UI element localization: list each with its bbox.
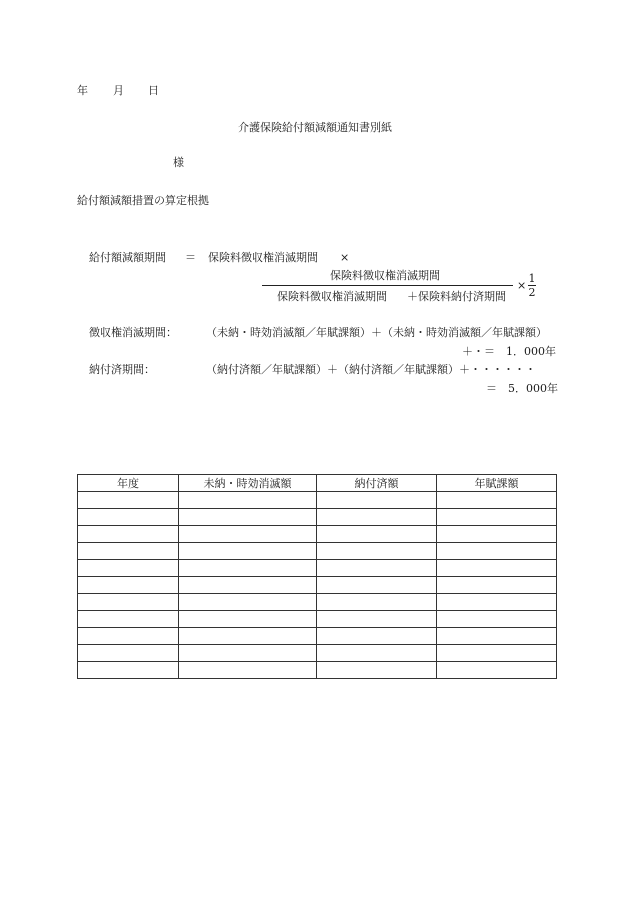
table-row bbox=[78, 543, 557, 560]
table-cell bbox=[179, 543, 317, 560]
table-cell bbox=[179, 526, 317, 543]
table-header-row bbox=[78, 475, 557, 492]
table-cell bbox=[437, 628, 557, 645]
table-cell bbox=[317, 662, 437, 679]
table-cell bbox=[78, 594, 179, 611]
formula-times-half: × bbox=[517, 279, 527, 292]
date-year: 年 bbox=[77, 84, 88, 97]
table-row bbox=[78, 492, 557, 509]
header-unpaid-amount: 未納・時効消滅額 bbox=[179, 475, 317, 492]
table-cell bbox=[179, 509, 317, 526]
formula-term: 保険料徴収権消滅期間 bbox=[208, 251, 318, 264]
table-row bbox=[78, 509, 557, 526]
fraction-bar bbox=[262, 285, 513, 286]
table-cell bbox=[437, 560, 557, 577]
table-cell bbox=[78, 509, 179, 526]
amount-table bbox=[77, 474, 557, 679]
paid-result: ＝ 5．000年 bbox=[486, 382, 558, 395]
table-cell bbox=[317, 611, 437, 628]
section-heading: 給付額減額措置の算定根拠 bbox=[77, 194, 209, 207]
table-row bbox=[78, 662, 557, 679]
header-annual-levy: 年賦課額 bbox=[437, 475, 557, 492]
table-cell bbox=[179, 492, 317, 509]
table-cell bbox=[78, 526, 179, 543]
table-cell bbox=[437, 594, 557, 611]
table-cell bbox=[317, 560, 437, 577]
table-body bbox=[78, 492, 557, 679]
formula-numerator: 保険料徴収権消滅期間 bbox=[330, 269, 440, 282]
table-cell bbox=[78, 645, 179, 662]
table-row bbox=[78, 628, 557, 645]
table-row bbox=[78, 611, 557, 628]
formula-times: × bbox=[340, 251, 350, 264]
table-cell bbox=[437, 543, 557, 560]
table-cell bbox=[179, 577, 317, 594]
table-row bbox=[78, 577, 557, 594]
paid-label: 納付済期間： bbox=[89, 363, 155, 376]
table-row bbox=[78, 526, 557, 543]
table-cell bbox=[78, 628, 179, 645]
table-cell bbox=[78, 662, 179, 679]
table-cell bbox=[78, 492, 179, 509]
table-cell bbox=[437, 645, 557, 662]
table-cell bbox=[78, 611, 179, 628]
date-month: 月 bbox=[113, 84, 124, 97]
extinguish-result: ＋・＝ 1．000年 bbox=[462, 345, 556, 358]
table-cell bbox=[317, 526, 437, 543]
table-cell bbox=[317, 492, 437, 509]
table-cell bbox=[179, 611, 317, 628]
table-cell bbox=[317, 594, 437, 611]
table-cell bbox=[317, 509, 437, 526]
addressee-suffix: 様 bbox=[173, 156, 184, 169]
table-cell bbox=[78, 560, 179, 577]
table-cell bbox=[78, 543, 179, 560]
table-cell bbox=[317, 628, 437, 645]
table-cell bbox=[317, 543, 437, 560]
half-numerator: 1 bbox=[528, 272, 536, 285]
table-cell bbox=[437, 662, 557, 679]
table-cell bbox=[179, 628, 317, 645]
formula-denominator-plus: ＋保険料納付済期間 bbox=[407, 290, 506, 303]
header-paid-amount: 納付済額 bbox=[317, 475, 437, 492]
document-title: 介護保険給付額減額通知書別紙 bbox=[238, 121, 392, 134]
header-fiscal-year: 年度 bbox=[78, 475, 179, 492]
table-row bbox=[78, 560, 557, 577]
paid-expression: （納付済額／年賦課額）＋（納付済額／年賦課額）＋・・・・・・ bbox=[206, 363, 536, 376]
date-line bbox=[77, 85, 177, 97]
table-row bbox=[78, 645, 557, 662]
one-half-fraction bbox=[528, 273, 536, 298]
extinguish-expression: （未納・時効消滅額／年賦課額）＋（未納・時効消滅額／年賦課額） bbox=[206, 326, 547, 339]
table-cell bbox=[437, 611, 557, 628]
formula-equals: ＝ bbox=[185, 251, 196, 264]
date-day: 日 bbox=[148, 84, 159, 97]
table-row bbox=[78, 594, 557, 611]
table-cell bbox=[179, 662, 317, 679]
table-cell bbox=[179, 560, 317, 577]
table-cell bbox=[78, 577, 179, 594]
half-denominator: 2 bbox=[528, 286, 536, 299]
extinguish-label: 徴収権消滅期間： bbox=[89, 326, 177, 339]
table-cell bbox=[179, 645, 317, 662]
formula-lhs: 給付額減額期間 bbox=[89, 251, 166, 264]
table-cell bbox=[437, 509, 557, 526]
table-cell bbox=[437, 492, 557, 509]
table-cell bbox=[317, 577, 437, 594]
formula-denominator-a: 保険料徴収権消滅期間 bbox=[277, 290, 387, 303]
table-cell bbox=[437, 577, 557, 594]
table-cell bbox=[179, 594, 317, 611]
table-cell bbox=[317, 645, 437, 662]
table-cell bbox=[437, 526, 557, 543]
